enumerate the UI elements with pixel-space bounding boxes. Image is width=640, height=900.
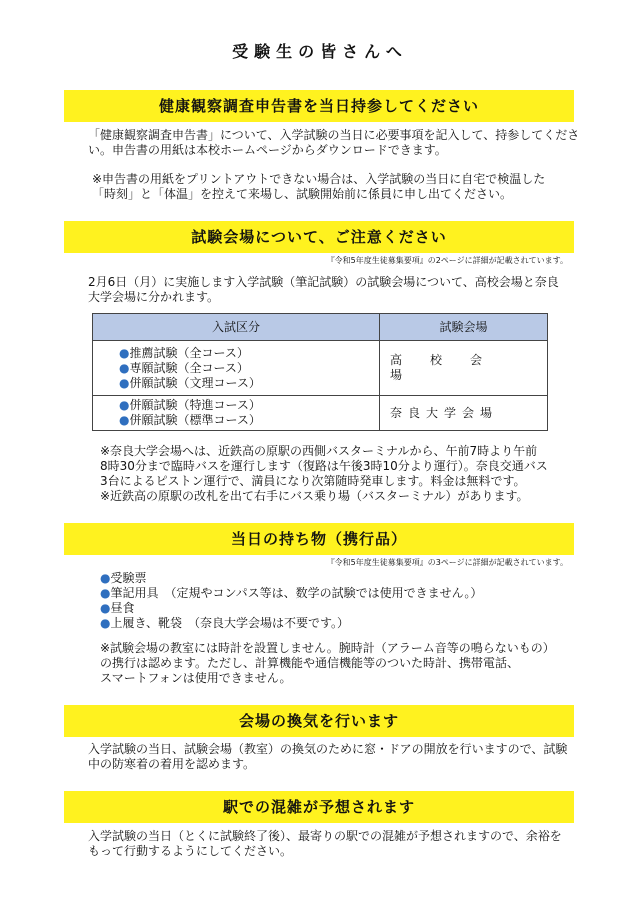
bullet-icon: ●	[119, 360, 130, 375]
items-reference-note: 『令和5年度生徒募集要項』の3ページに詳細が記載されています。	[326, 558, 568, 567]
list-item: ●上履き、靴袋 （奈良大学会場は不要です。）	[100, 616, 350, 630]
venue-note-line: ※近鉄高の原駅の改札を出て右手にバス乗り場（バスターミナル）があります。	[100, 489, 529, 503]
congestion-paragraph	[88, 829, 562, 859]
items-note-line: スマートフォンは使用できません。	[100, 671, 292, 685]
items-note-line: ※試験会場の教室には時計を設置しません。腕時計（アラーム音等の鳴らないもの）	[100, 641, 555, 655]
health-heading-banner: 健康観察調査申告書を当日持参してください	[64, 90, 574, 122]
test-item: ●併願試験（文理コース）	[119, 375, 261, 390]
venue-table-header-venue: 試験会場	[380, 314, 548, 341]
bullet-icon: ●	[119, 375, 130, 390]
health-paragraph-line: 「健康観察調査申告書」について、入学試験の当日に必要事項を記入して、持参してくださ	[88, 128, 580, 142]
venue-note-line: ※奈良大学会場へは、近鉄高の原駅の西側バスターミナルから、午前7時より午前	[100, 444, 538, 458]
ventilation-paragraph	[88, 742, 567, 772]
ventilation-heading-banner: 会場の換気を行います	[64, 705, 574, 737]
bullet-icon: ●	[100, 586, 111, 600]
venue-table-header-row	[93, 314, 548, 341]
venue-note-line: 8時30分まで臨時バスを運行します（復路は午後3時10分より運行）。奈良交通バス	[100, 459, 548, 473]
venue-notes	[100, 444, 548, 504]
venue-table-header-category: 入試区分	[93, 314, 380, 341]
bullet-icon: ●	[100, 571, 111, 585]
venue-paragraph-line: 2月6日（月）に実施します入学試験（筆記試験）の試験会場について、高校会場と奈良	[88, 275, 559, 289]
bullet-icon: ●	[119, 398, 130, 412]
venue-reference-note: 『令和5年度生徒募集要項』の2ページに詳細が記載されています。	[326, 256, 568, 265]
list-item: ●昼食	[100, 601, 135, 615]
venue-note-line: 3台によるピストン運行で、満員になり次第随時発車します。料金は無料です。	[100, 474, 526, 488]
venue-table	[92, 313, 548, 431]
congestion-paragraph-line: 入学試験の当日（とくに試験終了後）、最寄りの駅での混雑が予想されますので、余裕を	[88, 829, 562, 843]
congestion-paragraph-line: もって行動するようにしてください。	[88, 844, 293, 858]
health-note-line: 「時刻」と「体温」を控えて来場し、試験開始前に係員に申し出てください。	[92, 187, 513, 201]
health-paragraph-line: い。申告書の用紙は本校ホームページからダウンロードできます。	[88, 143, 447, 157]
items-notes	[100, 641, 555, 686]
venue-paragraph-line: 大学会場に分かれます。	[88, 290, 220, 304]
venue-paragraph	[88, 275, 559, 305]
items-list	[100, 571, 482, 631]
items-note-line: の携行は認めます。ただし、計算機能や通信機能等のついた時計、携帯電話、	[100, 656, 520, 670]
list-item: ●筆記用具 （定規やコンパス等は、数学の試験では使用できません。）	[100, 586, 483, 600]
table-cell-tests	[93, 396, 380, 431]
ventilation-paragraph-line: 入学試験の当日、試験会場（教室）の換気のために窓・ドアの開放を行いますので、試験	[88, 742, 568, 756]
test-item: ●併願試験（標準コース）	[119, 413, 261, 427]
health-paragraph	[88, 128, 579, 158]
test-item: ●専願試験（全コース）	[119, 360, 249, 375]
bullet-icon: ●	[100, 601, 111, 615]
venue-heading-banner: 試験会場について、ご注意ください	[64, 221, 574, 253]
test-item: ●併願試験（特進コース）	[119, 398, 261, 412]
list-item: ●受験票	[100, 571, 147, 585]
page-title: 受験生の皆さんへ	[232, 42, 408, 61]
table-row	[93, 341, 548, 396]
bullet-icon: ●	[119, 413, 130, 427]
bullet-icon: ●	[100, 616, 111, 630]
congestion-heading-banner: 駅での混雑が予想されます	[64, 791, 574, 823]
bullet-icon: ●	[119, 345, 130, 360]
health-note-line: ※申告書の用紙をプリントアウトできない場合は、入学試験の当日に自宅で検温した	[92, 172, 546, 186]
test-item: ●推薦試験（全コース）	[119, 345, 249, 360]
items-heading-banner: 当日の持ち物（携行品）	[64, 523, 574, 555]
health-note	[92, 172, 545, 202]
ventilation-paragraph-line: 中の防寒着の着用を認めます。	[88, 757, 256, 771]
table-row	[93, 396, 548, 431]
table-cell-venue: 奈良大学会場	[380, 396, 548, 431]
table-cell-tests	[93, 341, 380, 396]
table-cell-venue: 高校会場	[380, 341, 548, 396]
